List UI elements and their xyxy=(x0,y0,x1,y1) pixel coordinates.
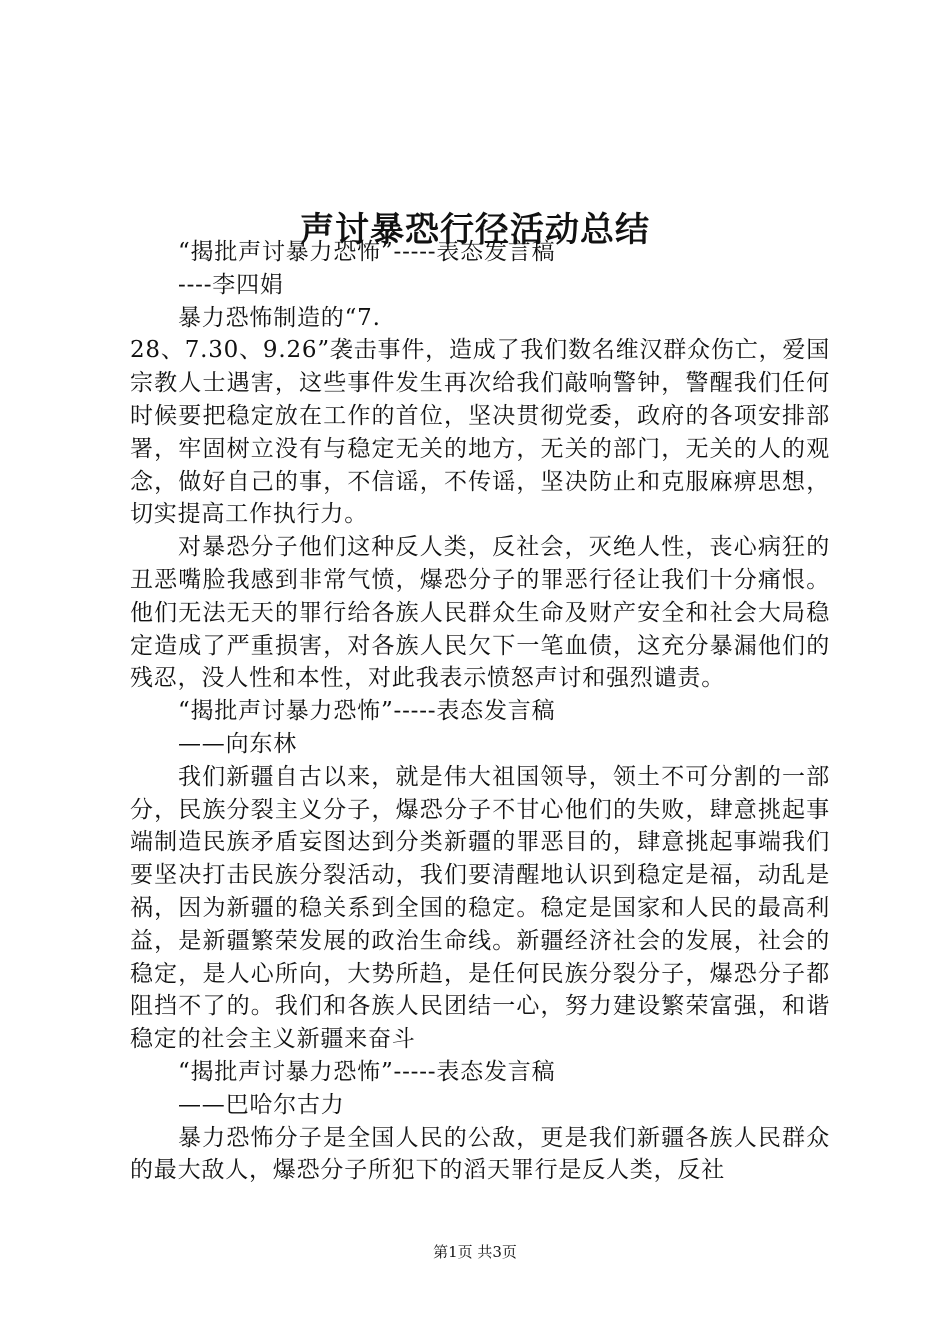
speech-heading-3: “揭批声讨暴力恐怖”-----表态发言稿 xyxy=(178,1058,556,1085)
paragraph: 28、7.30、9.26”袭击事件，造成了我们数名维汉群众伤亡，爱国宗教人士遇害，这些事件发生再次给我们敲响警钟，警醒我们任何时候要把稳定放在工作的首位，坚决贯彻党委，政府的各项安排部署，牢固树立没有与稳定无关的地方，无关的部门，无关的人的观念，做好自己的事，不信谣，不传谣，坚决防止和克服麻痹思想，切实提高工作执行力。 xyxy=(130,337,830,528)
speech-heading-1: “揭批声讨暴力恐怖”-----表态发言稿 xyxy=(178,239,556,265)
speaker-name-3: ——巴哈尔古力 xyxy=(178,1091,345,1118)
document-body xyxy=(130,236,830,1187)
speaker-name-2: ——向东林 xyxy=(178,730,297,757)
page-number: 第1页 共3页 xyxy=(433,1243,517,1261)
speaker-name-1: ----李四娟 xyxy=(178,271,284,298)
paragraph: 暴力恐怖制造的“7. xyxy=(178,304,381,331)
paragraph: 对暴恐分子他们这种反人类，反社会，灭绝人性，丧心病狂的丑恶嘴脸我感到非常气愤，爆恐分子的罪恶行径让我们十分痛恨。他们无法无天的罪行给各族人民群众生命及财产安全和社会大局稳定造成了严重损害，对各族人民欠下一笔血债，这充分暴漏他们的残忍，没人性和本性，对此我表示愤怒声讨和强烈谴责。 xyxy=(130,534,830,692)
speech-heading-2: “揭批声讨暴力恐怖”-----表态发言稿 xyxy=(178,698,556,725)
document-title: 声讨暴恐行径活动总结 xyxy=(300,209,650,250)
paragraph: 暴力恐怖分子是全国人民的公敌，更是我们新疆各族人民群众的最大敌人，爆恐分子所犯下的滔天罪行是反人类，反社 xyxy=(130,1124,830,1184)
paragraph: 我们新疆自古以来，就是伟大祖国领导，领土不可分割的一部分，民族分裂主义分子，爆恐分子不甘心他们的失败，肆意挑起事端制造民族矛盾妄图达到分类新疆的罪恶目的，肆意挑起事端我们要坚决打击民族分裂活动，我们要清醒地认识到稳定是福，动乱是祸，因为新疆的稳关系到全国的稳定。稳定是国家和人民的最高利益，是新疆繁荣发展的政治生命线。新疆经济社会的发展，社会的稳定，是人心所向，大势所趋，是任何民族分裂分子，爆恐分子都阻挡不了的。我们和各族人民团结一心，努力建设繁荣富强，和谐稳定的社会主义新疆来奋斗 xyxy=(130,763,830,1053)
